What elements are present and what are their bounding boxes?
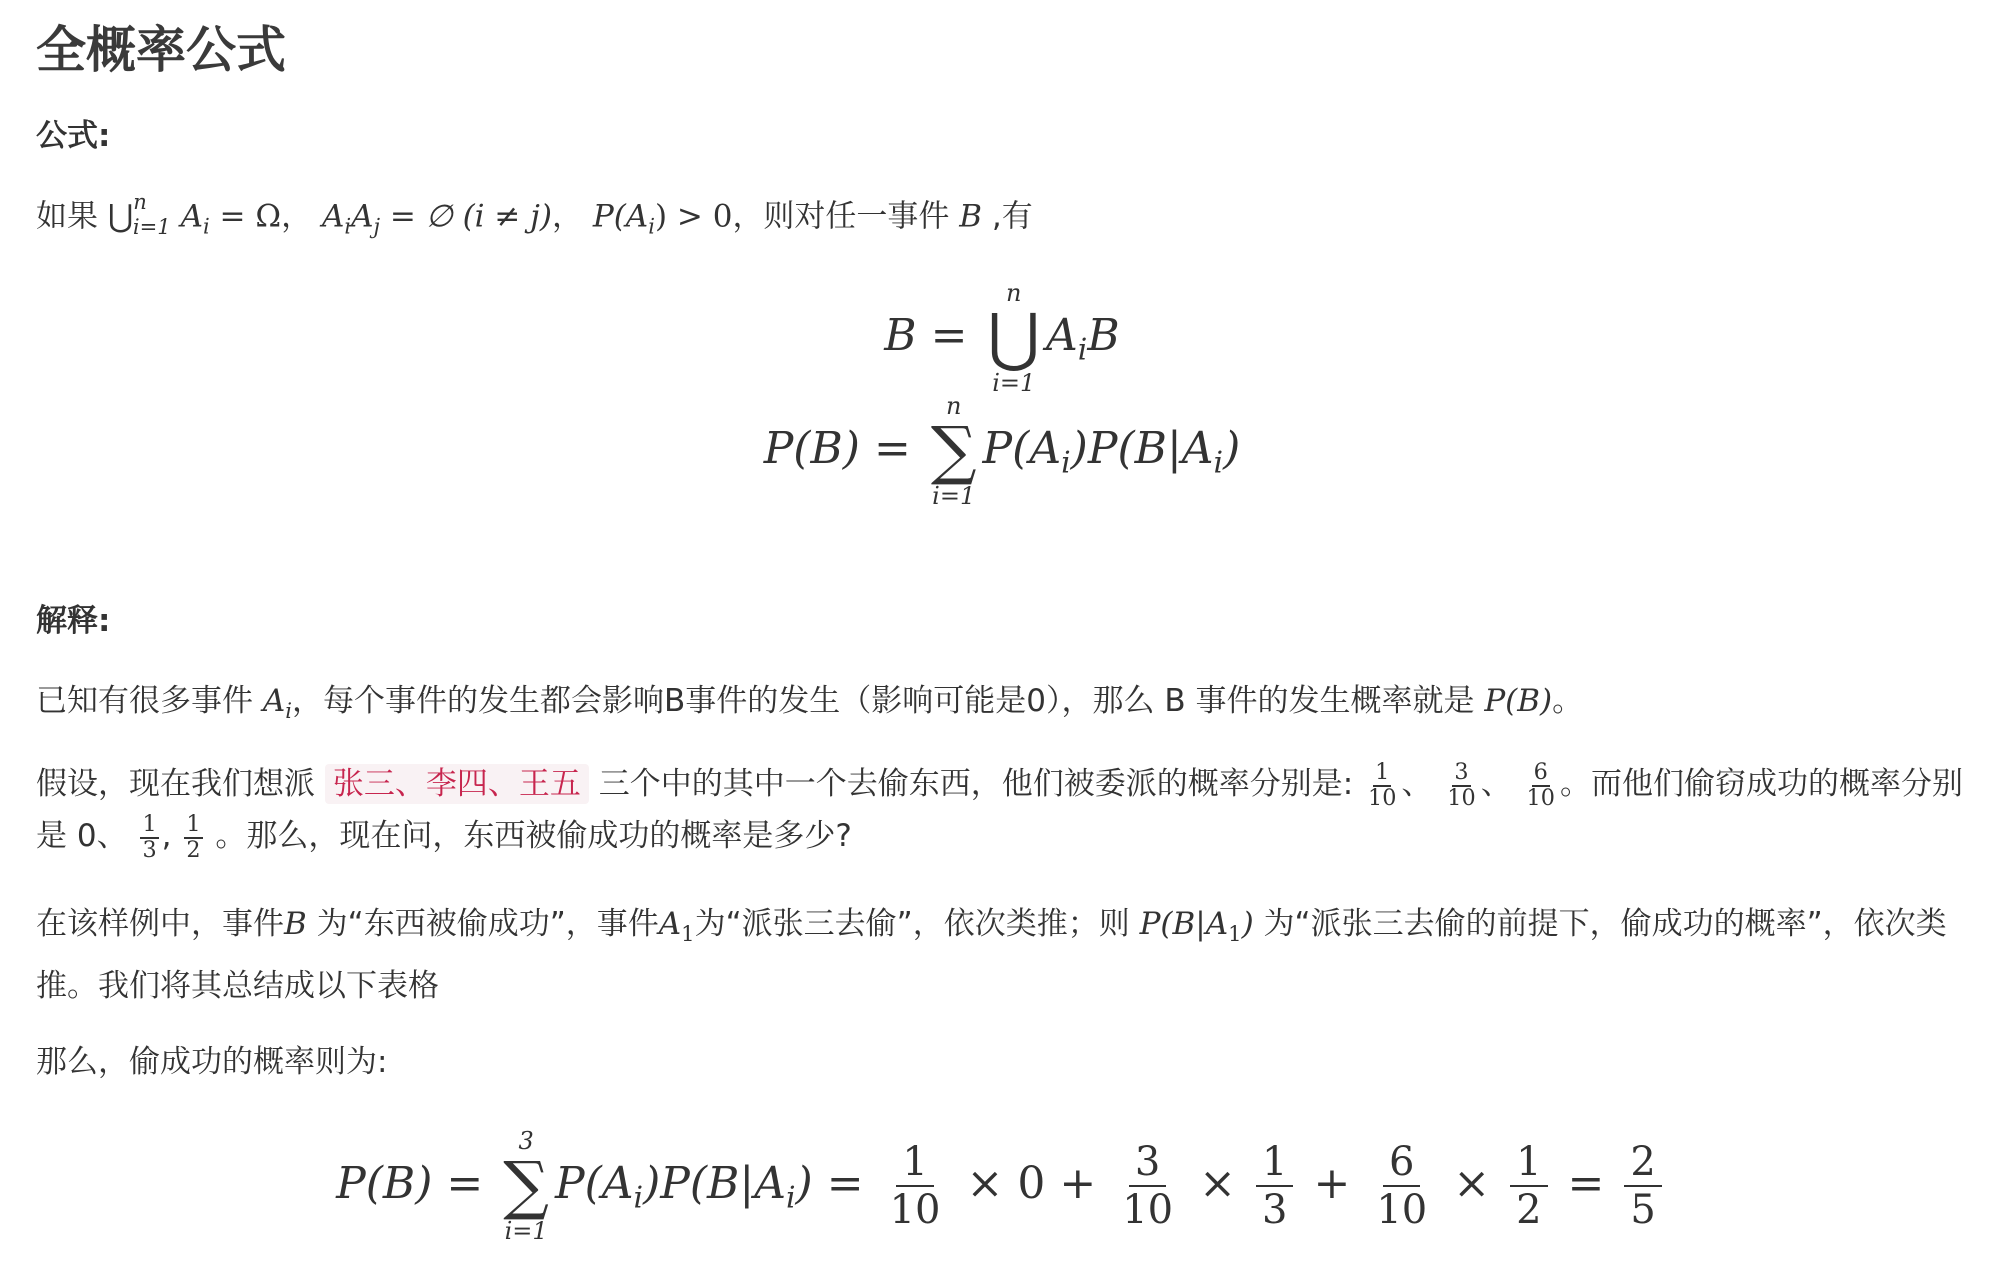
d3-upper: 3 <box>518 1127 534 1155</box>
d3-eq3: = <box>1567 1157 1605 1209</box>
d1-lower: i=1 <box>992 369 1036 398</box>
d3-times1: × <box>1199 1157 1236 1209</box>
explain-label: 解释: <box>36 603 111 639</box>
fraction-1-2: $\frac{1}{2}$ <box>186 811 201 863</box>
cond3-a: P(A <box>592 198 649 235</box>
d3-t1: P(A <box>554 1157 634 1209</box>
explain-paragraph-1 <box>36 675 1968 737</box>
names-highlight: 张三、李四、王五 <box>325 764 589 804</box>
d1-body-b: B <box>1087 309 1120 361</box>
d2-t2-sub: i <box>1213 445 1224 481</box>
p3-cond-sub: 1 <box>1228 921 1242 947</box>
d2-eq: = <box>873 422 911 474</box>
cond2-sub-i: i <box>344 213 352 239</box>
d3-frac-d: $\frac{6}{10}$ <box>1376 1139 1428 1234</box>
p1-c: 。 <box>1552 683 1584 719</box>
display-formula-result <box>0 1128 2004 1245</box>
d3-t1-sub: i <box>633 1180 644 1216</box>
d2-bigop <box>931 393 977 510</box>
cond2-sub-j: j <box>373 213 381 239</box>
d3-t2: )P(B|A <box>643 1157 786 1209</box>
d1-union-symbol: ⋃ <box>987 301 1040 376</box>
union-symbol: ⋃ <box>107 198 134 235</box>
intro-paragraph <box>36 182 1968 253</box>
p3-d: 为“派张三去偷的前提下，偷成功的概率”，依次类推。我们将其总结成以下表格 <box>36 906 1947 1005</box>
cond1-a: A <box>180 198 203 235</box>
p2-sep1: 、 <box>1401 766 1443 802</box>
d3-bigop <box>503 1128 549 1245</box>
p1-b: ，每个事件的发生都会影响B事件的发生（影响可能是0），那么 B 事件的发生概率就是 <box>292 683 1485 719</box>
d3-lower: i=1 <box>504 1217 548 1246</box>
d2-t1-sub: i <box>1061 445 1071 481</box>
display-formula-sum <box>0 393 2004 510</box>
d1-lhs: B <box>884 309 917 361</box>
cond2-a: A <box>321 198 345 235</box>
d2-sum-symbol: ∑ <box>930 414 977 489</box>
d3-frac-c: $\frac{1}{3}$ <box>1256 1139 1293 1233</box>
p1-event: A <box>262 683 286 719</box>
p2-c: 。而他们偷窃成功的概率分别是 0、 <box>36 766 1963 854</box>
d3-frac-e: $\frac{1}{2}$ <box>1510 1139 1547 1233</box>
d1-eq: = <box>930 309 968 361</box>
p3-c: 为“派张三去偷”，依次类推；则 <box>694 906 1140 942</box>
union-upper: n <box>133 189 147 214</box>
p3-event-b: B <box>284 906 307 942</box>
d3-t3: ) <box>795 1157 813 1209</box>
d2-t3: ) <box>1223 422 1241 474</box>
formula-label: 公式: <box>36 118 111 154</box>
explain-paragraph-3 <box>36 898 1968 1012</box>
display-formula-union <box>0 280 2004 397</box>
p2-b: 三个中的其中一个去偷东西，他们被委派的概率分别是: <box>588 766 1364 802</box>
event-b: B <box>959 198 983 235</box>
d3-frac-result: $\frac{2}{5}$ <box>1624 1139 1661 1233</box>
page-title: 全概率公式 <box>36 21 286 79</box>
p3-a1: A <box>658 906 682 942</box>
cond2-b: A <box>351 198 374 235</box>
fraction-1-10: $\frac{1}{10}$ <box>1368 759 1397 811</box>
p3-cond-end: ) <box>1241 906 1254 942</box>
d3-sum-symbol: ∑ <box>503 1149 549 1224</box>
p2-g-sep: , <box>161 818 182 854</box>
d3-eq2: = <box>826 1157 864 1209</box>
d3-t2-sub: i <box>785 1180 796 1216</box>
d2-upper: n <box>945 392 962 420</box>
explain-paragraph-4: 那么，偷成功的概率则为: <box>36 1044 388 1080</box>
p2-d: 。那么，现在问，东西被偷成功的概率是多少? <box>205 818 852 854</box>
cond1-rest: = Ω <box>209 198 282 235</box>
p3-cond: P(B|A <box>1139 906 1229 942</box>
intro-suffix-a: ，则对任一事件 <box>732 198 960 235</box>
union-lower: i=1 <box>132 213 171 239</box>
p2-sep2: 、 <box>1480 766 1522 802</box>
p3-a1-sub: 1 <box>681 921 695 947</box>
d1-body-sub: i <box>1077 332 1088 368</box>
fraction-1-3: $\frac{1}{3}$ <box>142 811 157 863</box>
p3-a: 在该样例中，事件 <box>36 906 284 942</box>
p1-event-sub: i <box>285 698 292 724</box>
explain-paragraph-2 <box>36 758 1968 862</box>
d3-frac-a: $\frac{1}{10}$ <box>889 1139 941 1234</box>
p1-pb: P(B) <box>1484 683 1553 719</box>
d3-frac-b: $\frac{3}{10}$ <box>1122 1139 1174 1234</box>
d1-bigop <box>988 280 1041 397</box>
cond2-rest: = ∅ (i ≠ j) <box>380 198 552 235</box>
cond3-rest: ) > 0 <box>654 198 733 235</box>
intro-prefix: 如果 <box>36 198 98 235</box>
d2-lhs: P(B) <box>763 422 860 474</box>
d3-lhs: P(B) <box>336 1157 433 1209</box>
cond3-sub: i <box>648 213 655 239</box>
d2-t1: P(A <box>982 422 1062 474</box>
p1-a: 已知有很多事件 <box>36 683 263 719</box>
d1-upper: n <box>1006 279 1022 307</box>
cond1-sub: i <box>202 213 210 239</box>
d3-eq: = <box>446 1157 484 1209</box>
d2-lower: i=1 <box>932 482 976 511</box>
sep-1: ， <box>281 198 313 235</box>
d2-t2: )P(B|A <box>1070 422 1214 474</box>
d1-body-a: A <box>1046 309 1078 361</box>
sep-2: ， <box>551 198 583 235</box>
intro-suffix-b: ,有 <box>982 198 1033 235</box>
d3-times0: × 0 + <box>966 1157 1097 1209</box>
p3-b: 为“东西被偷成功”，事件 <box>306 906 659 942</box>
fraction-6-10: $\frac{6}{10}$ <box>1526 759 1555 811</box>
d3-times2: × <box>1453 1157 1491 1209</box>
d3-plus: + <box>1313 1157 1351 1209</box>
fraction-3-10: $\frac{3}{10}$ <box>1447 759 1476 811</box>
p2-a: 假设，现在我们想派 <box>36 766 325 802</box>
